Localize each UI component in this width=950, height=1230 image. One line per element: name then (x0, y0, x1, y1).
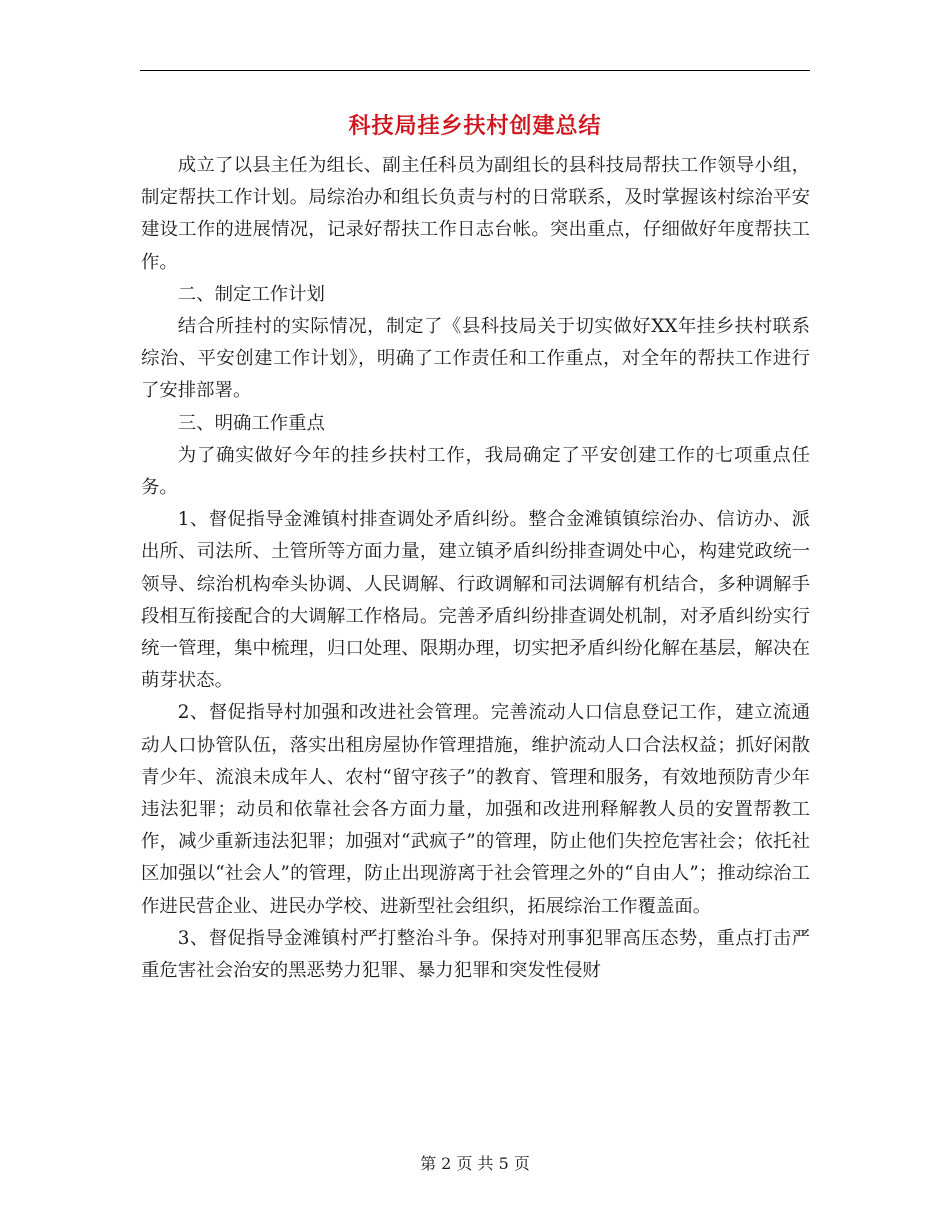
paragraph: 为了确实做好今年的挂乡扶村工作，我局确定了平安创建工作的七项重点任务。 (141, 444, 810, 499)
header-rule (140, 70, 810, 71)
paragraph: 1、督促指导金滩镇村排查调处矛盾纠纷。整合金滩镇镇综治办、信访办、派出所、司法所、土管所等方面力量，建立镇矛盾纠纷排查调处中心，构建党政统一领导、综治机构牵头协调、人民调解、行政调解和司法调解有机结合，多种调解手段相互衔接配合的大调解工作格局。完善矛盾纠纷排查调处机制，对矛盾纠纷实行统一管理，集中梳理，归口处理、限期办理，切实把矛盾纠纷化解在基层，解决在萌芽状态。 (141, 509, 810, 692)
section-heading: 三、明确工作重点 (177, 412, 325, 434)
document-title: 科技局挂乡扶村创建总结 (348, 113, 602, 139)
paragraph: 结合所挂村的实际情况，制定了《县科技局关于切实做好XX年挂乡扶村联系综治、平安创建工作计划》，明确了工作责任和工作重点，对全年的帮扶工作进行了安排部署。 (141, 316, 810, 402)
page-number: 第 2 页 共 5 页 (420, 1154, 530, 1173)
document-body (141, 150, 810, 987)
paragraph: 3、督促指导金滩镇村严打整治斗争。保持对刑事犯罪高压态势，重点打击严重危害社会治安的黑恶势力犯罪、暴力犯罪和突发性侵财 (141, 927, 810, 982)
paragraph: 成立了以县主任为组长、副主任科员为副组长的县科技局帮扶工作领导小组，制定帮扶工作计划。局综治办和组长负责与村的日常联系，及时掌握该村综治平安建设工作的进展情况，记录好帮扶工作日志台帐。突出重点，仔细做好年度帮扶工作。 (141, 155, 810, 273)
section-heading: 二、制定工作计划 (177, 283, 325, 305)
paragraph: 2、督促指导村加强和改进社会管理。完善流动人口信息登记工作，建立流通动人口协管队伍，落实出租房屋协作管理措施，维护流动人口合法权益；抓好闲散青少年、流浪未成年人、农村“留守孩子”的教育、管理和服务，有效地预防青少年违法犯罪；动员和依靠社会各方面力量，加强和改进刑释解教人员的安置帮教工作，减少重新违法犯罪；加强对“武疯子”的管理，防止他们失控危害社会；依托社区加强以“社会人”的管理，防止出现游离于社会管理之外的“自由人”；推动综治工作进民营企业、进民办学校、进新型社会组织，拓展综治工作覆盖面。 (141, 702, 810, 917)
